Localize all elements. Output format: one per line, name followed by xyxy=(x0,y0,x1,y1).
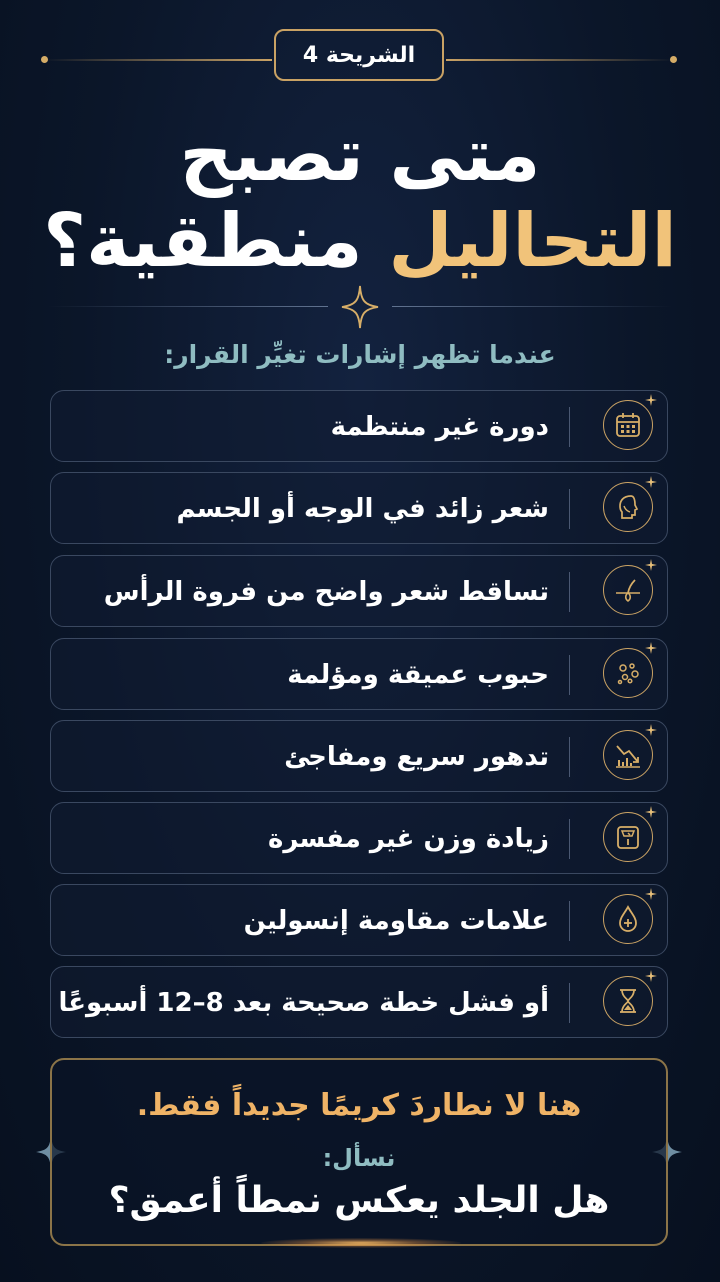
face-profile-icon xyxy=(603,482,653,532)
list-item xyxy=(50,966,668,1038)
item-separator xyxy=(569,489,570,529)
item-label: حبوب عميقة ومؤلمة xyxy=(287,660,549,690)
item-label: أو فشل خطة صحيحة بعد 8–12 أسبوعًا xyxy=(58,988,549,1018)
list-item xyxy=(50,638,668,710)
item-label: دورة غير منتظمة xyxy=(330,412,549,442)
item-label: علامات مقاومة إنسولين xyxy=(243,906,549,936)
list-item xyxy=(50,390,668,462)
slide-number-badge: الشريحة 4 xyxy=(274,29,444,81)
item-separator xyxy=(569,655,570,695)
declining-chart-icon xyxy=(603,730,653,780)
item-separator xyxy=(569,407,570,447)
sparkle-icon xyxy=(645,888,657,900)
title-rest: منطقية؟ xyxy=(43,198,363,284)
divider-left xyxy=(48,306,328,307)
sparkle-icon xyxy=(645,476,657,488)
conclusion-box xyxy=(50,1058,668,1246)
page-title-line2 xyxy=(0,198,720,284)
divider-right xyxy=(392,306,672,307)
top-rule-right xyxy=(446,59,674,61)
list-item xyxy=(50,884,668,956)
item-separator xyxy=(569,901,570,941)
glow-accent xyxy=(261,1238,461,1248)
sparkle-icon xyxy=(645,642,657,654)
sparkle-icon xyxy=(645,559,657,571)
sparkle-icon xyxy=(645,970,657,982)
acne-dots-icon xyxy=(603,648,653,698)
conclusion-question: هل الجلد يعكس نمطاً أعمق؟ xyxy=(108,1180,610,1221)
conclusion-prompt: نسأل: xyxy=(322,1144,396,1172)
list-item xyxy=(50,720,668,792)
item-separator xyxy=(569,983,570,1023)
hourglass-icon xyxy=(603,976,653,1026)
subtitle: عندما تظهر إشارات تغيِّر القرار: xyxy=(164,340,556,369)
item-separator xyxy=(569,737,570,777)
hair-follicle-icon xyxy=(603,565,653,615)
sparkle-icon xyxy=(645,394,657,406)
item-separator xyxy=(569,572,570,612)
sparkle-icon xyxy=(340,284,380,330)
scale-icon xyxy=(603,812,653,862)
list-item xyxy=(50,555,668,627)
top-rule-left xyxy=(44,59,272,61)
conclusion-statement: هنا لا نطاردَ كريمًا جديداً فقط. xyxy=(136,1088,582,1123)
item-label: تدهور سريع ومفاجئ xyxy=(284,742,549,772)
title-highlight: التحاليل xyxy=(388,198,677,284)
page-title-line1: متى تصبح xyxy=(179,112,541,198)
calendar-icon xyxy=(603,400,653,450)
sparkle-icon xyxy=(645,724,657,736)
item-separator xyxy=(569,819,570,859)
top-rule-dot-left xyxy=(41,56,48,63)
list-item xyxy=(50,472,668,544)
sparkle-icon xyxy=(645,806,657,818)
item-label: زيادة وزن غير مفسرة xyxy=(268,824,549,854)
item-label: تساقط شعر واضح من فروة الرأس xyxy=(103,577,549,607)
drop-plus-icon xyxy=(603,894,653,944)
list-item xyxy=(50,802,668,874)
top-rule-dot-right xyxy=(670,56,677,63)
item-label: شعر زائد في الوجه أو الجسم xyxy=(176,494,549,524)
